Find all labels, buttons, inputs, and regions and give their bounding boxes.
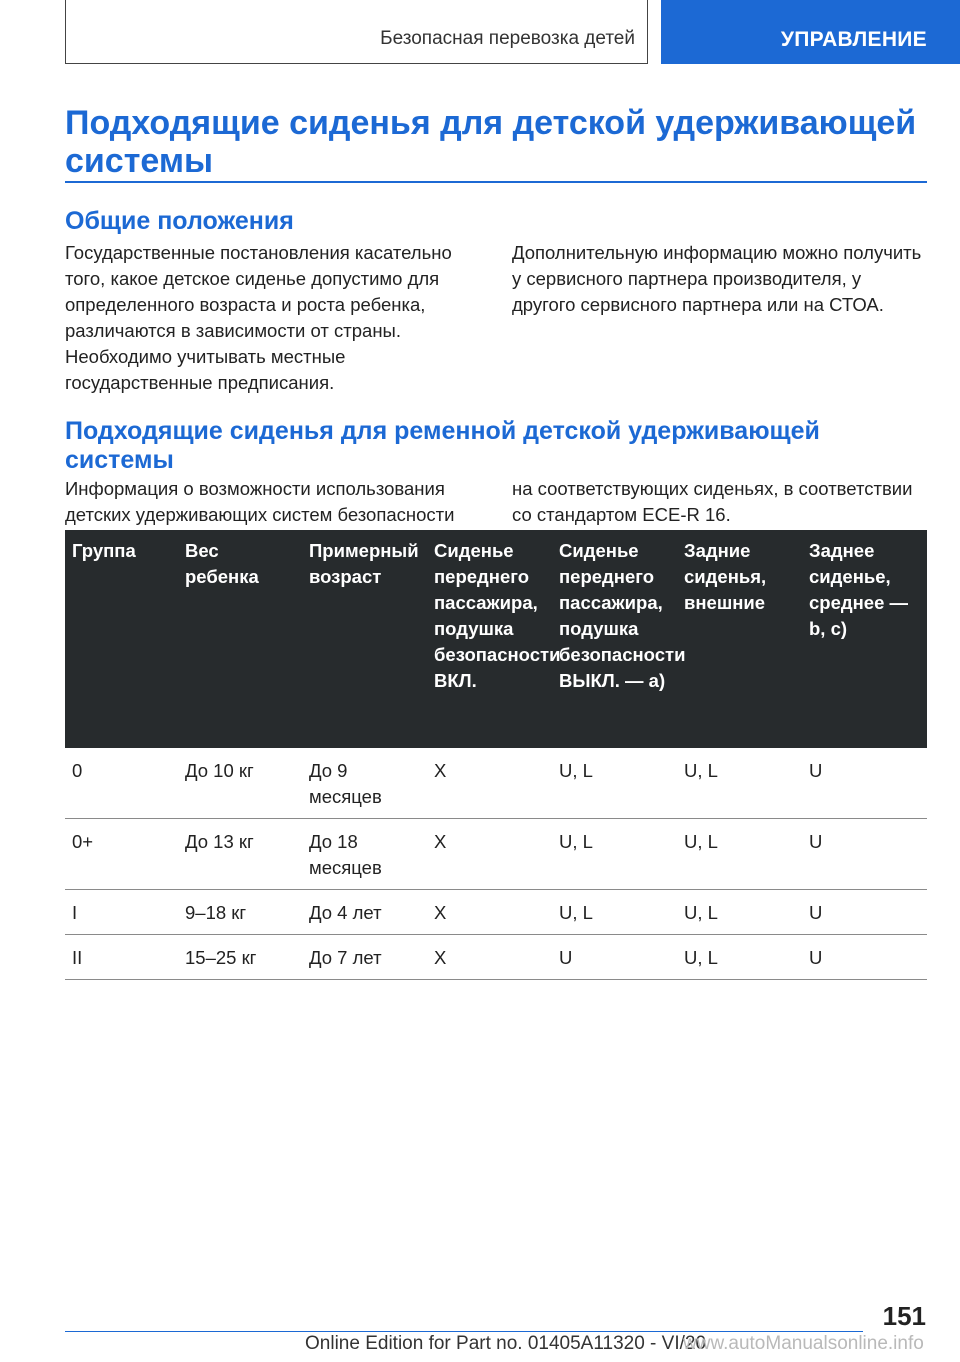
col-header-group: Группа bbox=[65, 530, 178, 748]
table-cell: До 13 кг bbox=[178, 819, 302, 890]
table-cell: 0 bbox=[65, 748, 178, 819]
header-chapter-label: УПРАВЛЕНИЕ bbox=[780, 28, 927, 51]
child-seat-table bbox=[65, 530, 927, 980]
table-cell: 9–18 кг bbox=[178, 890, 302, 935]
table-cell: X bbox=[427, 890, 552, 935]
table-cell: U, L bbox=[552, 748, 677, 819]
table-cell: X bbox=[427, 935, 552, 980]
table-cell: I bbox=[65, 890, 178, 935]
belt-heading: Подходящие сиденья для ременной детской удерживающей системы bbox=[65, 417, 820, 474]
table-cell: U, L bbox=[677, 935, 802, 980]
table-row bbox=[65, 935, 927, 980]
title-divider bbox=[65, 181, 927, 183]
table-cell: U, L bbox=[677, 748, 802, 819]
table-row bbox=[65, 819, 927, 890]
table-cell: U bbox=[802, 935, 927, 980]
watermark: www.autoManualsonline.info bbox=[683, 1333, 924, 1354]
table-cell: U, L bbox=[552, 819, 677, 890]
table-cell: U, L bbox=[677, 819, 802, 890]
table-cell: II bbox=[65, 935, 178, 980]
footer-edition: Online Edition for Part no. 01405A11320 - VI/20 bbox=[305, 1333, 707, 1354]
col-header-age: Примерный возраст bbox=[302, 530, 427, 748]
table-cell: U bbox=[552, 935, 677, 980]
general-left-text: Государственные постановления касательно того, какое детское сиденье допустимо для определенного возраста и роста ребенка, различаются в зависимости от страны. Необходимо учитывать местные государственные предписания. bbox=[65, 242, 452, 393]
table-cell: До 9 месяцев bbox=[302, 748, 427, 819]
table-cell: U bbox=[802, 890, 927, 935]
table-cell: X bbox=[427, 819, 552, 890]
table-header-row bbox=[65, 530, 927, 748]
page-title: Подходящие сиденья для детской удерживающей системы bbox=[65, 104, 917, 180]
col-header-rear-middle: Заднее сиденье, среднее — b, c) bbox=[802, 530, 927, 748]
belt-left-text: Информация о возможности использования детских удерживающих систем безопасности bbox=[65, 478, 455, 525]
table-cell: U bbox=[802, 748, 927, 819]
table-cell: До 4 лет bbox=[302, 890, 427, 935]
table-row bbox=[65, 748, 927, 819]
table-cell: До 18 месяцев bbox=[302, 819, 427, 890]
table-cell: U, L bbox=[552, 890, 677, 935]
header-chapter-tab[interactable] bbox=[661, 0, 960, 64]
table-cell: U bbox=[802, 819, 927, 890]
footer-divider bbox=[65, 1331, 863, 1332]
table-row bbox=[65, 890, 927, 935]
col-header-front-airbag-on: Сиденье переднего пассажира, подушка безопасности ВКЛ. bbox=[427, 530, 552, 748]
table-cell: X bbox=[427, 748, 552, 819]
col-header-rear-outer: Задние сиденья, внешние bbox=[677, 530, 802, 748]
table-cell: U, L bbox=[677, 890, 802, 935]
belt-right-text: на соответствующих сиденьях, в соответствии со стандартом ECE-R 16. bbox=[512, 478, 913, 525]
general-right-text: Дополнительную информацию можно получить у сервисного партнера производителя, у другого сервисного партнера или на СТОА. bbox=[512, 242, 922, 315]
header-section-box bbox=[65, 0, 648, 64]
col-header-weight: Вес ребенка bbox=[178, 530, 302, 748]
page-number: 151 bbox=[882, 1301, 926, 1331]
table-cell: 15–25 кг bbox=[178, 935, 302, 980]
table-cell: 0+ bbox=[65, 819, 178, 890]
general-heading: Общие положения bbox=[65, 207, 294, 235]
col-header-front-airbag-off: Сиденье переднего пассажира, подушка безопасности ВЫКЛ. — a) bbox=[552, 530, 677, 748]
table-cell: До 10 кг bbox=[178, 748, 302, 819]
header-section-title: Безопасная перевозка детей bbox=[380, 28, 635, 49]
table-cell: До 7 лет bbox=[302, 935, 427, 980]
